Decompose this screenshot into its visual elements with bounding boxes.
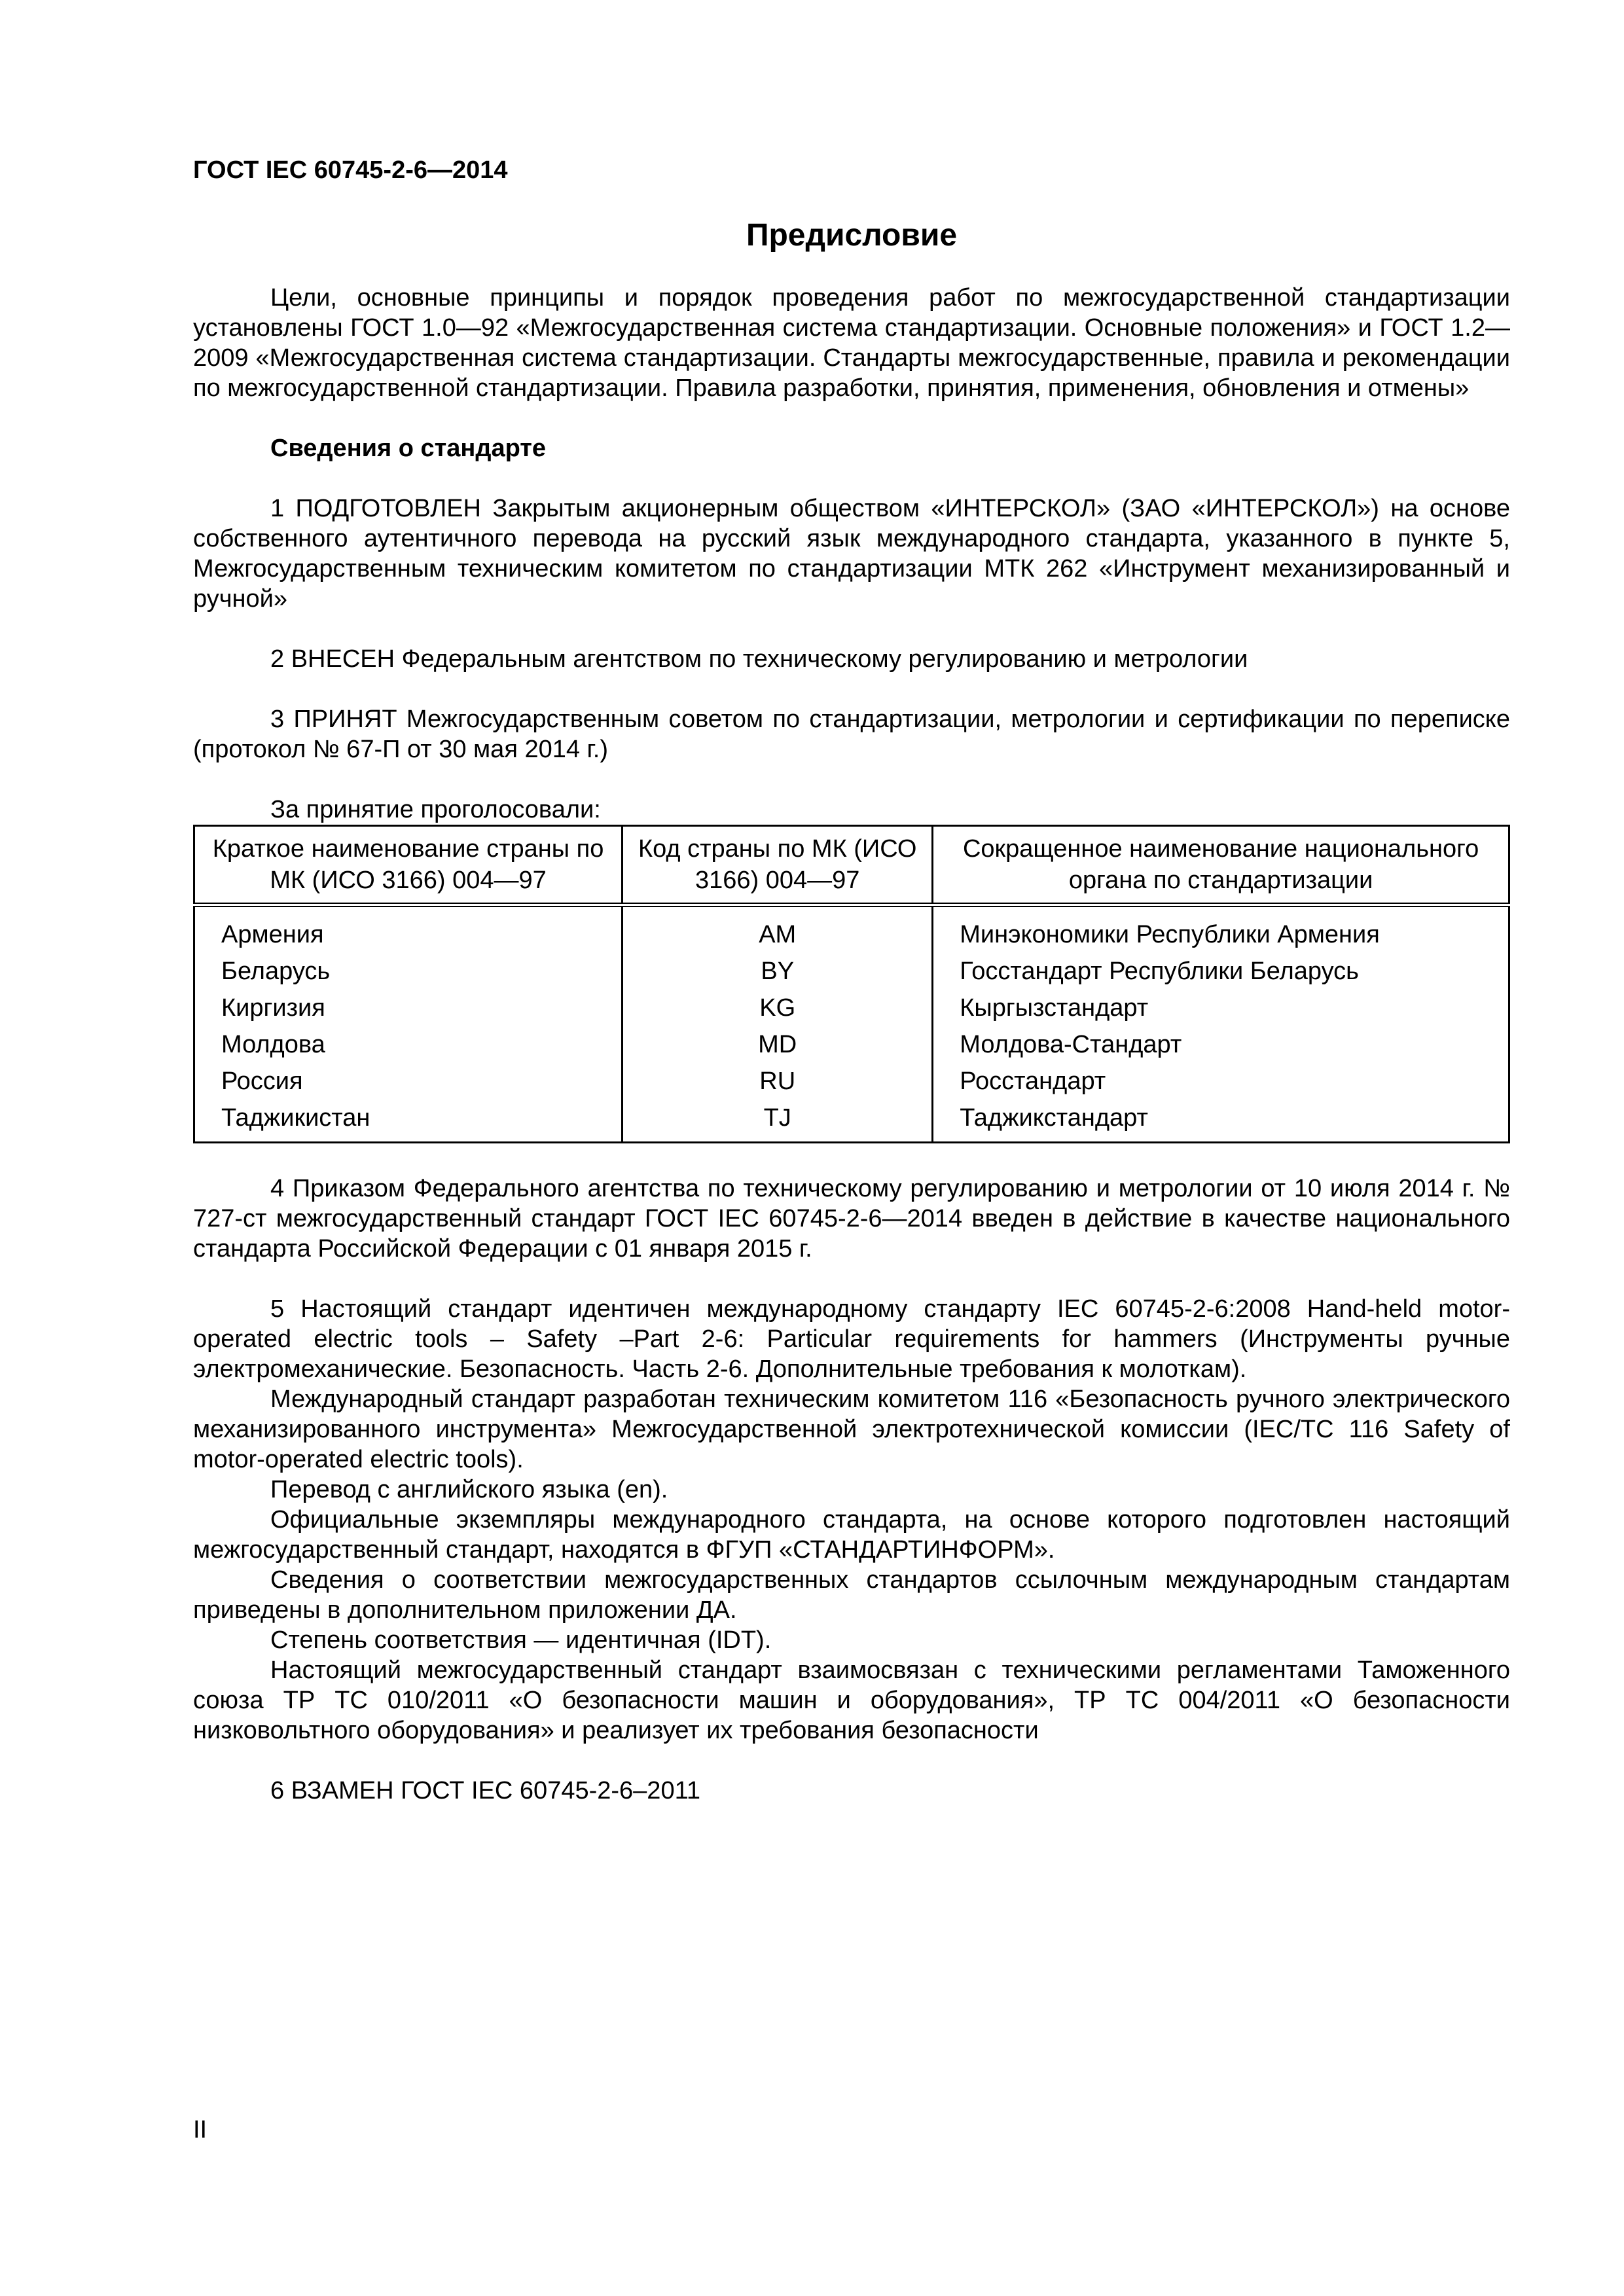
country-cell: Киргизия <box>194 990 623 1026</box>
organization-cell: Таджикстандарт <box>933 1100 1509 1143</box>
table-row <box>194 990 1509 1026</box>
vote-label: За принятие проголосовали: <box>270 796 601 823</box>
item-5-translation-paragraph: Перевод с английского языка (en). <box>270 1476 668 1503</box>
code-cell: BY <box>623 953 933 990</box>
table-row <box>194 953 1509 990</box>
organization-cell: Госстандарт Республики Беларусь <box>933 953 1509 990</box>
table-row <box>194 905 1509 954</box>
item-5-committee-paragraph: Международный стандарт разработан техническим комитетом 116 «Безопасность ручного электрического механизированного инструмента» Межгосударственной электротехнической комиссии (IEC/TC 116 Safety of motor-operated electric tools). <box>193 1386 1510 1473</box>
item-6-paragraph: 6 ВЗАМЕН ГОСТ IEC 60745-2-6–2011 <box>270 1777 701 1804</box>
country-cell: Беларусь <box>194 953 623 990</box>
page-number: II <box>193 2116 208 2144</box>
table-row <box>194 1063 1509 1100</box>
page-title: Предисловие <box>746 218 958 253</box>
code-cell: KG <box>623 990 933 1026</box>
item-5-regulations-paragraph: Настоящий межгосударственный стандарт взаимосвязан с техническими регламентами Таможенного союза ТР ТС 010/2011 «О безопасности машин и оборудования», ТР ТС 004/2011 «О безопасности низковольтного оборудования» и реализует их требования безопасности <box>193 1657 1510 1744</box>
table-row <box>194 1100 1509 1143</box>
organization-cell: Кыргызстандарт <box>933 990 1509 1026</box>
document-page <box>193 0 1510 2296</box>
document-designation: ГОСТ IEC 60745-2-6—2014 <box>193 156 508 184</box>
item-5-degree-paragraph: Степень соответствия — идентичная (IDT). <box>270 1626 772 1654</box>
table-row <box>194 1026 1509 1063</box>
item-2-paragraph: 2 ВНЕСЕН Федеральным агентством по техническому регулированию и метрологии <box>270 645 1248 673</box>
item-3-paragraph: 3 ПРИНЯТ Межгосударственным советом по стандартизации, метрологии и сертификации по переписке (протокол № 67-П от 30 мая 2014 г.) <box>193 706 1510 763</box>
item-1-paragraph: 1 ПОДГОТОВЛЕН Закрытым акционерным обществом «ИНТЕРСКОЛ» (ЗАО «ИНТЕРСКОЛ») на основе собственного аутентичного перевода на русский язык международного стандарта, указанного в пункте 5, Межгосударственным техническим комитетом по стандартизации МТК 262 «Инструмент механизированный и ручной» <box>193 495 1510 613</box>
document-body <box>193 283 1510 1806</box>
organization-cell: Минэкономики Республики Армения <box>933 905 1509 954</box>
item-5-copies-paragraph: Официальные экземпляры международного стандарта, на основе которого подготовлен настоящий межгосударственный стандарт, находятся в ФГУП «СТАНДАРТИНФОРМ». <box>193 1506 1510 1564</box>
code-cell: RU <box>623 1063 933 1100</box>
country-cell: Армения <box>194 905 623 954</box>
country-cell: Таджикистан <box>194 1100 623 1143</box>
item-5-references-paragraph: Сведения о соответствии межгосударственных стандартов ссылочным международным стандартам приведены в дополнительном приложении ДА. <box>193 1566 1510 1624</box>
intro-paragraph: Цели, основные принципы и порядок проведения работ по межгосударственной стандартизации установлены ГОСТ 1.0—92 «Межгосударственная система стандартизации. Основные положения» и ГОСТ 1.2—2009 «Межгосударственная система стандартизации. Стандарты межгосударственные, правила и рекомендации по межгосударственной стандартизации. Правила разработки, принятия, применения, обновления и отмены» <box>193 284 1510 402</box>
table-header-code: Код страны по МК (ИСО 3166) 004—97 <box>623 826 933 905</box>
code-cell: TJ <box>623 1100 933 1143</box>
country-cell: Россия <box>194 1063 623 1100</box>
organization-cell: Росстандарт <box>933 1063 1509 1100</box>
table-header-organization: Сокращенное наименование национального органа по стандартизации <box>933 826 1509 905</box>
section-heading: Сведения о стандарте <box>270 435 547 462</box>
item-4-paragraph: 4 Приказом Федерального агентства по техническому регулированию и метрологии от 10 июля 2014 г. № 727-ст межгосударственный стандарт ГОСТ IEC 60745-2-6—2014 введен в действие в качестве национального стандарта Российской Федерации с 01 января 2015 г. <box>193 1175 1510 1263</box>
code-cell: AM <box>623 905 933 954</box>
item-5-paragraph: 5 Настоящий стандарт идентичен международному стандарту IEC 60745-2-6:2008 Hand-held motor-operated electric tools – Safety –Part 2-6: Particular requirements for hammers (Инструменты ручные электромеханические. Безопасность. Часть 2-6. Дополнительные требования к молоткам). <box>193 1295 1510 1383</box>
table-header-country: Краткое наименование страны по МК (ИСО 3166) 004—97 <box>194 826 623 905</box>
table-header-row <box>194 826 1509 905</box>
code-cell: MD <box>623 1026 933 1063</box>
organization-cell: Молдова-Стандарт <box>933 1026 1509 1063</box>
voting-table <box>193 825 1510 1143</box>
country-cell: Молдова <box>194 1026 623 1063</box>
